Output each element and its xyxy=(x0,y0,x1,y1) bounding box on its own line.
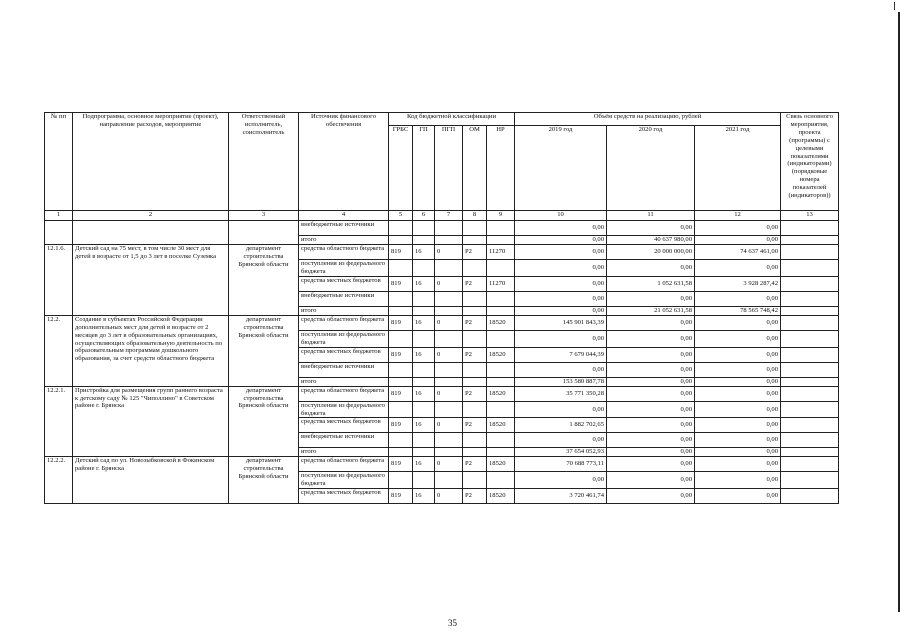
item-description-cell xyxy=(73,221,229,245)
code-cell xyxy=(463,236,487,245)
header-source: Источник финансового обеспечения xyxy=(299,113,389,211)
item-number-cell: 12.2.1. xyxy=(45,386,73,457)
code-cell xyxy=(435,291,463,306)
code-cell: 819 xyxy=(389,245,413,260)
column-number-cell: 11 xyxy=(607,211,695,221)
code-cell xyxy=(487,377,515,386)
amount-cell: 0,00 xyxy=(607,362,695,377)
code-cell xyxy=(487,260,515,277)
code-cell: P2 xyxy=(463,276,487,291)
column-number-cell: 7 xyxy=(435,211,463,221)
column-number-cell: 10 xyxy=(515,211,607,221)
code-cell: 16 xyxy=(413,347,435,362)
header-code-gp: ГП xyxy=(413,126,435,211)
header-indicators: Связь основного мероприятия, проекта (программы) с целевыми показателями (индикаторами) (порядковые номера показателей (индикаторов)) xyxy=(781,113,839,211)
code-cell: 16 xyxy=(413,418,435,433)
amount-cell: 70 688 773,11 xyxy=(515,457,607,472)
code-cell xyxy=(487,221,515,236)
code-cell xyxy=(413,401,435,418)
source-cell: итого xyxy=(299,236,389,245)
amount-cell: 0,00 xyxy=(607,377,695,386)
column-number-cell: 1 xyxy=(45,211,73,221)
indicator-cell xyxy=(781,457,839,472)
amount-cell: 1 052 631,58 xyxy=(607,276,695,291)
scan-edge-line xyxy=(898,12,900,612)
code-cell xyxy=(463,291,487,306)
source-cell: внебюджетные источники xyxy=(299,433,389,448)
code-cell xyxy=(413,330,435,347)
amount-cell: 0,00 xyxy=(607,291,695,306)
scan-edge-mark xyxy=(894,2,895,10)
code-cell: 18520 xyxy=(487,418,515,433)
column-number-cell: 3 xyxy=(229,211,299,221)
header-executor: Ответственный исполнитель, соисполнитель xyxy=(229,113,299,211)
code-cell: 16 xyxy=(413,457,435,472)
code-cell: 11270 xyxy=(487,276,515,291)
code-cell: 0 xyxy=(435,245,463,260)
code-cell: 819 xyxy=(389,418,413,433)
code-cell xyxy=(487,433,515,448)
item-number-cell xyxy=(45,221,73,245)
code-cell: 16 xyxy=(413,245,435,260)
source-cell: средства областного бюджета xyxy=(299,315,389,330)
amount-cell: 0,00 xyxy=(607,489,695,504)
amount-cell: 0,00 xyxy=(695,347,781,362)
source-cell: внебюджетные источники xyxy=(299,362,389,377)
budget-table xyxy=(44,112,839,504)
header-budget-codes: Код бюджетной классификации xyxy=(389,113,515,126)
code-cell xyxy=(487,330,515,347)
source-cell: поступления из федерального бюджета xyxy=(299,260,389,277)
code-cell xyxy=(389,330,413,347)
amount-cell: 0,00 xyxy=(515,276,607,291)
source-cell: внебюджетные источники xyxy=(299,221,389,236)
code-cell xyxy=(389,448,413,457)
code-cell: 819 xyxy=(389,347,413,362)
code-cell xyxy=(463,260,487,277)
header-code-grbs: ГРБС xyxy=(389,126,413,211)
column-number-cell: 4 xyxy=(299,211,389,221)
item-description-cell: Пристройка для размещения групп раннего возраста к детскому саду № 125 "Чиполлино" в Советском районе г. Брянска xyxy=(73,386,229,457)
column-number-cell: 9 xyxy=(487,211,515,221)
table-row xyxy=(45,221,839,236)
code-cell xyxy=(487,472,515,489)
code-cell xyxy=(435,433,463,448)
code-cell xyxy=(413,377,435,386)
code-cell: P2 xyxy=(463,245,487,260)
amount-cell: 74 637 461,00 xyxy=(695,245,781,260)
item-description-cell: Детский сад по ул. Новозыбковской в Фокинском районе г. Брянска xyxy=(73,457,229,504)
code-cell: 16 xyxy=(413,276,435,291)
amount-cell: 0,00 xyxy=(607,448,695,457)
indicator-cell xyxy=(781,260,839,277)
amount-cell: 0,00 xyxy=(607,386,695,401)
amount-cell: 0,00 xyxy=(515,245,607,260)
executor-cell: департамент строительства Брянской области xyxy=(229,245,299,316)
source-cell: итого xyxy=(299,377,389,386)
amount-cell: 0,00 xyxy=(695,315,781,330)
code-cell xyxy=(435,377,463,386)
code-cell xyxy=(413,472,435,489)
source-cell: средства областного бюджета xyxy=(299,386,389,401)
code-cell: 0 xyxy=(435,489,463,504)
source-cell: средства областного бюджета xyxy=(299,245,389,260)
code-cell: 819 xyxy=(389,276,413,291)
indicator-cell xyxy=(781,347,839,362)
code-cell xyxy=(389,377,413,386)
amount-cell: 35 771 350,28 xyxy=(515,386,607,401)
amount-cell: 3 720 461,74 xyxy=(515,489,607,504)
indicator-cell xyxy=(781,418,839,433)
amount-cell: 0,00 xyxy=(607,260,695,277)
table-row xyxy=(45,245,839,260)
item-description-cell: Детский сад на 75 мест, в том числе 30 мест для детей в возрасте от 1,5 до 3 лет в поселке Суземка xyxy=(73,245,229,316)
amount-cell: 0,00 xyxy=(515,306,607,315)
column-number-cell: 12 xyxy=(695,211,781,221)
code-cell: 16 xyxy=(413,489,435,504)
amount-cell: 0,00 xyxy=(607,330,695,347)
code-cell: 819 xyxy=(389,489,413,504)
code-cell xyxy=(413,236,435,245)
amount-cell: 0,00 xyxy=(695,377,781,386)
code-cell xyxy=(413,306,435,315)
amount-cell: 0,00 xyxy=(695,291,781,306)
code-cell xyxy=(435,401,463,418)
code-cell xyxy=(487,236,515,245)
amount-cell: 0,00 xyxy=(515,472,607,489)
indicator-cell xyxy=(781,448,839,457)
indicator-cell xyxy=(781,291,839,306)
amount-cell: 1 882 702,65 xyxy=(515,418,607,433)
table-row xyxy=(45,386,839,401)
amount-cell: 0,00 xyxy=(695,260,781,277)
table-row xyxy=(45,315,839,330)
code-cell xyxy=(463,433,487,448)
amount-cell: 0,00 xyxy=(607,221,695,236)
code-cell xyxy=(463,377,487,386)
code-cell xyxy=(435,448,463,457)
column-number-cell: 6 xyxy=(413,211,435,221)
amount-cell: 153 580 887,78 xyxy=(515,377,607,386)
code-cell: 0 xyxy=(435,347,463,362)
code-cell xyxy=(487,401,515,418)
header-code-nr: НР xyxy=(487,126,515,211)
code-cell xyxy=(413,221,435,236)
amount-cell: 0,00 xyxy=(695,236,781,245)
source-cell: поступления из федерального бюджета xyxy=(299,401,389,418)
amount-cell: 40 637 980,00 xyxy=(607,236,695,245)
item-description-cell: Создание в субъектах Российской Федерации дополнительных мест для детей в возрасте от 2 месяцев до 3 лет в образовательных организациях, осуществляющих образовательную деятельность по образовательным программам дошкольного образования, за счет средств областного бюджета xyxy=(73,315,229,386)
item-number-cell: 12.2. xyxy=(45,315,73,386)
amount-cell: 0,00 xyxy=(695,472,781,489)
header-volume: Объём средств на реализацию, рублей xyxy=(515,113,781,126)
code-cell xyxy=(389,291,413,306)
executor-cell: департамент строительства Брянской области xyxy=(229,457,299,504)
code-cell xyxy=(389,433,413,448)
code-cell xyxy=(435,260,463,277)
indicator-cell xyxy=(781,433,839,448)
code-cell xyxy=(413,291,435,306)
column-number-cell: 13 xyxy=(781,211,839,221)
amount-cell: 0,00 xyxy=(695,433,781,448)
header-year-2021: 2021 год xyxy=(695,126,781,211)
code-cell: P2 xyxy=(463,457,487,472)
code-cell: 18520 xyxy=(487,315,515,330)
amount-cell: 0,00 xyxy=(515,221,607,236)
indicator-cell xyxy=(781,245,839,260)
table-body xyxy=(45,211,839,504)
executor-cell: департамент строительства Брянской области xyxy=(229,315,299,386)
amount-cell: 0,00 xyxy=(695,418,781,433)
indicator-cell xyxy=(781,221,839,236)
code-cell xyxy=(463,330,487,347)
indicator-cell xyxy=(781,315,839,330)
indicator-cell xyxy=(781,472,839,489)
header-code-pgp: ПГП xyxy=(435,126,463,211)
amount-cell: 78 565 748,42 xyxy=(695,306,781,315)
code-cell: 0 xyxy=(435,418,463,433)
code-cell xyxy=(487,306,515,315)
code-cell: 18520 xyxy=(487,347,515,362)
code-cell xyxy=(389,401,413,418)
code-cell: P2 xyxy=(463,386,487,401)
code-cell: P2 xyxy=(463,315,487,330)
code-cell xyxy=(487,362,515,377)
header-num: № пп xyxy=(45,113,73,211)
indicator-cell xyxy=(781,386,839,401)
indicator-cell xyxy=(781,236,839,245)
code-cell xyxy=(389,221,413,236)
code-cell xyxy=(389,472,413,489)
code-cell xyxy=(413,448,435,457)
amount-cell: 0,00 xyxy=(515,260,607,277)
code-cell xyxy=(413,362,435,377)
code-cell xyxy=(435,472,463,489)
amount-cell: 0,00 xyxy=(695,489,781,504)
code-cell: 819 xyxy=(389,315,413,330)
code-cell xyxy=(413,260,435,277)
code-cell: 819 xyxy=(389,457,413,472)
source-cell: средства местных бюджетов xyxy=(299,489,389,504)
code-cell: 18520 xyxy=(487,457,515,472)
code-cell xyxy=(389,306,413,315)
item-number-cell: 12.1.6. xyxy=(45,245,73,316)
amount-cell: 0,00 xyxy=(515,291,607,306)
amount-cell: 0,00 xyxy=(515,330,607,347)
code-cell xyxy=(463,306,487,315)
amount-cell: 0,00 xyxy=(695,448,781,457)
code-cell xyxy=(435,330,463,347)
header-activity: Подпрограмма, основное мероприятие (проект), направление расходов, мероприятие xyxy=(73,113,229,211)
source-cell: поступления из федерального бюджета xyxy=(299,330,389,347)
amount-cell: 0,00 xyxy=(607,347,695,362)
amount-cell: 7 679 044,39 xyxy=(515,347,607,362)
amount-cell: 145 901 843,39 xyxy=(515,315,607,330)
column-numbers-row xyxy=(45,211,839,221)
amount-cell: 0,00 xyxy=(515,236,607,245)
amount-cell: 0,00 xyxy=(607,401,695,418)
code-cell xyxy=(435,362,463,377)
code-cell xyxy=(463,362,487,377)
amount-cell: 0,00 xyxy=(695,362,781,377)
code-cell xyxy=(463,401,487,418)
item-number-cell: 12.2.2. xyxy=(45,457,73,504)
code-cell xyxy=(435,236,463,245)
code-cell xyxy=(413,433,435,448)
code-cell xyxy=(435,306,463,315)
header-code-om: ОМ xyxy=(463,126,487,211)
header-year-2019: 2019 год xyxy=(515,126,607,211)
indicator-cell xyxy=(781,377,839,386)
indicator-cell xyxy=(781,362,839,377)
code-cell: P2 xyxy=(463,489,487,504)
code-cell xyxy=(435,221,463,236)
code-cell: 0 xyxy=(435,457,463,472)
code-cell: 0 xyxy=(435,386,463,401)
amount-cell: 0,00 xyxy=(695,386,781,401)
indicator-cell xyxy=(781,330,839,347)
code-cell: P2 xyxy=(463,347,487,362)
amount-cell: 0,00 xyxy=(695,401,781,418)
header-year-2020: 2020 год xyxy=(607,126,695,211)
code-cell: 18520 xyxy=(487,489,515,504)
amount-cell: 0,00 xyxy=(515,362,607,377)
amount-cell: 21 052 631,58 xyxy=(607,306,695,315)
code-cell xyxy=(389,362,413,377)
amount-cell: 20 000 000,00 xyxy=(607,245,695,260)
table-row xyxy=(45,457,839,472)
amount-cell: 0,00 xyxy=(607,315,695,330)
amount-cell: 0,00 xyxy=(695,457,781,472)
executor-cell xyxy=(229,221,299,245)
code-cell xyxy=(389,260,413,277)
code-cell: 819 xyxy=(389,386,413,401)
source-cell: внебюджетные источники xyxy=(299,291,389,306)
code-cell xyxy=(463,221,487,236)
indicator-cell xyxy=(781,276,839,291)
code-cell: 16 xyxy=(413,315,435,330)
source-cell: итого xyxy=(299,448,389,457)
source-cell: средства местных бюджетов xyxy=(299,418,389,433)
code-cell: 11270 xyxy=(487,245,515,260)
code-cell xyxy=(463,448,487,457)
column-number-cell: 5 xyxy=(389,211,413,221)
indicator-cell xyxy=(781,401,839,418)
executor-cell: департамент строительства Брянской области xyxy=(229,386,299,457)
amount-cell: 0,00 xyxy=(607,418,695,433)
code-cell xyxy=(487,291,515,306)
code-cell xyxy=(463,472,487,489)
code-cell xyxy=(389,236,413,245)
indicator-cell xyxy=(781,306,839,315)
source-cell: итого xyxy=(299,306,389,315)
source-cell: средства местных бюджетов xyxy=(299,276,389,291)
amount-cell: 3 928 287,42 xyxy=(695,276,781,291)
code-cell xyxy=(487,448,515,457)
code-cell: P2 xyxy=(463,418,487,433)
amount-cell: 0,00 xyxy=(695,221,781,236)
indicator-cell xyxy=(781,489,839,504)
amount-cell: 0,00 xyxy=(515,433,607,448)
code-cell: 0 xyxy=(435,276,463,291)
code-cell: 16 xyxy=(413,386,435,401)
amount-cell: 0,00 xyxy=(607,433,695,448)
code-cell: 0 xyxy=(435,315,463,330)
amount-cell: 0,00 xyxy=(515,401,607,418)
amount-cell: 0,00 xyxy=(607,472,695,489)
source-cell: средства местных бюджетов xyxy=(299,347,389,362)
code-cell: 18520 xyxy=(487,386,515,401)
header-row-1 xyxy=(45,113,839,126)
column-number-cell: 8 xyxy=(463,211,487,221)
amount-cell: 0,00 xyxy=(607,457,695,472)
amount-cell: 0,00 xyxy=(695,330,781,347)
source-cell: поступления из федерального бюджета xyxy=(299,472,389,489)
page-number: 35 xyxy=(448,618,457,628)
amount-cell: 37 654 052,93 xyxy=(515,448,607,457)
column-number-cell: 2 xyxy=(73,211,229,221)
source-cell: средства областного бюджета xyxy=(299,457,389,472)
